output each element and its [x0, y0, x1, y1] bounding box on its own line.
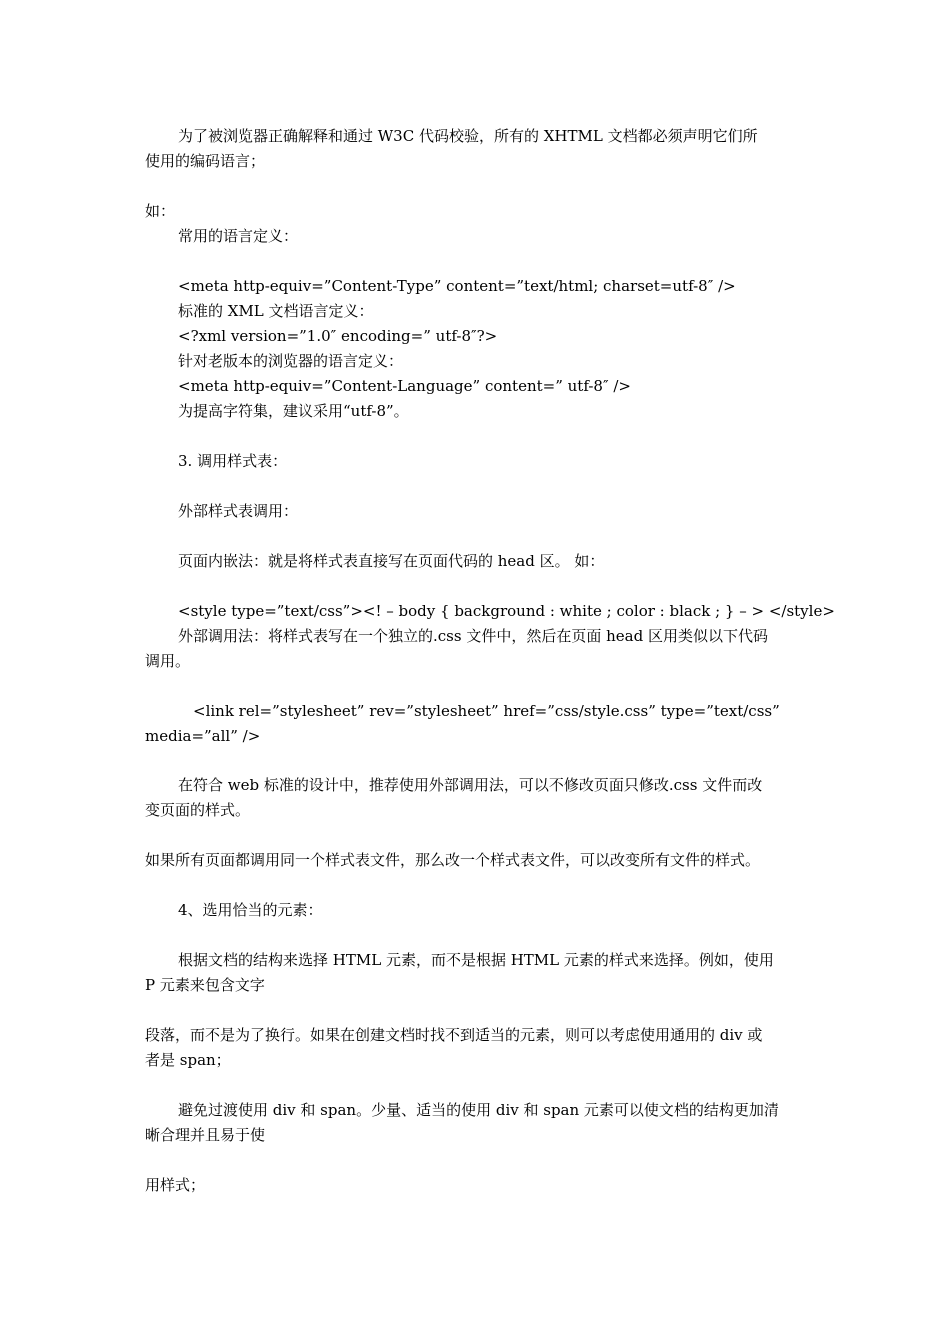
code-line: <?xml version=”1.0″ encoding=” utf-8″?> — [178, 327, 498, 345]
paragraph-line: 如果所有页面都调用同一个样式表文件，那么改一个样式表文件，可以改变所有文件的样式。 — [145, 851, 761, 869]
paragraph-line: 外部调用法：将样式表写在一个独立的.css 文件中，然后在页面 head 区用类似以下代码 — [178, 627, 768, 645]
code-line: <link rel=”stylesheet” rev=”stylesheet” href=”css/style.css” type=”text/css” — [193, 702, 780, 720]
paragraph-line: 段落，而不是为了换行。如果在创建文档时找不到适当的元素，则可以考虑使用通用的 div 或 — [145, 1026, 763, 1044]
paragraph-line: 变页面的样式。 — [145, 801, 251, 819]
paragraph-line: 针对老版本的浏览器的语言定义： — [178, 352, 404, 370]
paragraph-line: 在符合 web 标准的设计中，推荐使用外部调用法，可以不修改页面只修改.css 文件而改 — [178, 776, 763, 794]
paragraph-line: 外部样式表调用： — [178, 502, 299, 520]
code-line: <meta http-equiv=”Content-Type” content=”text/html; charset=utf-8″ /> — [178, 277, 736, 295]
paragraph-line: 如： — [145, 202, 176, 220]
code-line: <meta http-equiv=”Content-Language” content=” utf-8″ /> — [178, 377, 631, 395]
paragraph-line: 页面内嵌法：就是将样式表直接写在页面代码的 head 区。 如： — [178, 552, 605, 570]
paragraph-line: 根据文档的结构来选择 HTML 元素，而不是根据 HTML 元素的样式来选择。例如，使用 — [178, 951, 774, 969]
section-heading: 4、选用恰当的元素： — [178, 901, 323, 919]
code-line: <style type=”text/css”><! – body { background : white ; color : black ; } – > </style> — [178, 602, 835, 620]
paragraph-line: 者是 span； — [145, 1051, 231, 1069]
paragraph-line: 晰合理并且易于使 — [145, 1126, 266, 1144]
paragraph-line: 为了被浏览器正确解释和通过 W3C 代码校验，所有的 XHTML 文档都必须声明它们所 — [178, 127, 758, 145]
paragraph-line: P 元素来包含文字 — [145, 976, 265, 994]
code-line: media=”all” /> — [145, 727, 261, 745]
paragraph-line: 常用的语言定义： — [178, 227, 299, 245]
paragraph-line: 标准的 XML 文档语言定义： — [178, 302, 374, 320]
paragraph-line: 避免过渡使用 div 和 span。少量、适当的使用 div 和 span 元素可以使文档的结构更加清 — [178, 1101, 779, 1119]
section-heading: 3. 调用样式表： — [178, 452, 288, 470]
paragraph-line: 用样式； — [145, 1176, 206, 1194]
paragraph-line: 为提高字符集，建议采用“utf-8”。 — [178, 402, 409, 420]
paragraph-line: 调用。 — [145, 652, 191, 670]
paragraph-line: 使用的编码语言； — [145, 152, 266, 170]
